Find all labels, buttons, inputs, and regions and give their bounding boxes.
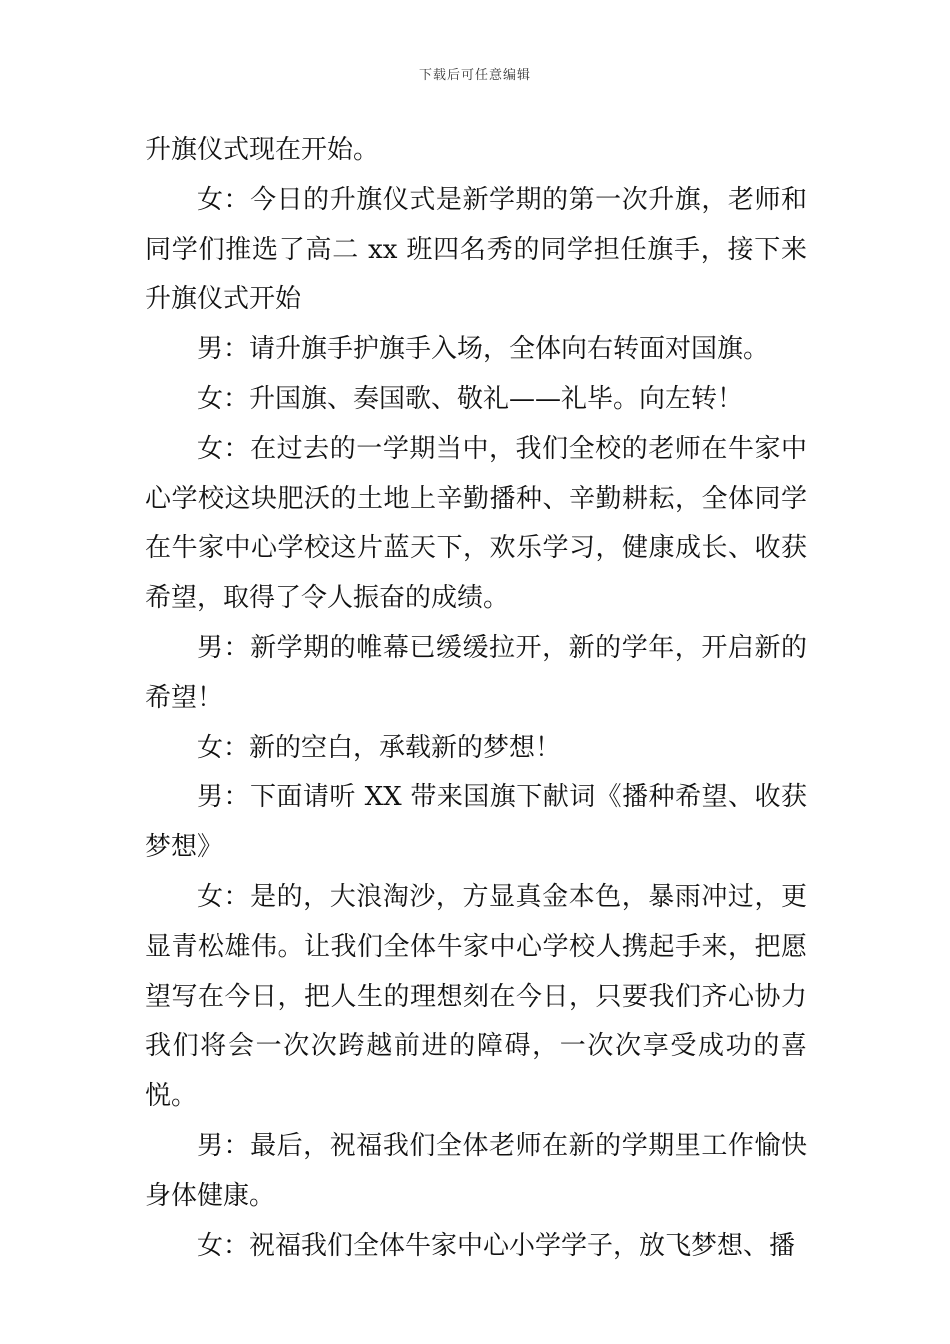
paragraph: 女：在过去的一学期当中，我们全校的老师在牛家中心学校这块肥沃的土地上辛勤播种、辛勤耕耘，全体同学在牛家中心学校这片蓝天下，欢乐学习，健康成长、收获希望，取得了令人振奋的成绩。 [145, 433, 807, 614]
header-note: 下载后可任意编辑 [418, 68, 531, 83]
paragraph: 女：祝福我们全体牛家中心小学学子，放飞梦想、播 [197, 1230, 796, 1261]
document-body [145, 126, 807, 1271]
paragraph: 男：最后，祝福我们全体老师在新的学期里工作愉快身体健康。 [145, 1130, 807, 1211]
paragraph: 男：请升旗手护旗手入场，全体向右转面对国旗。 [197, 334, 770, 365]
paragraph: 男：下面请听 XX 带来国旗下献词《播种希望、收获梦想》 [145, 782, 807, 863]
paragraph: 女：升国旗、奏国歌、敬礼——礼毕。向左转！ [197, 383, 744, 414]
paragraph: 女：新的空白，承载新的梦想！ [197, 732, 562, 763]
paragraph: 男：新学期的帷幕已缓缓拉开，新的学年，开启新的希望！ [145, 632, 807, 713]
paragraph: 升旗仪式现在开始。 [145, 135, 380, 165]
paragraph: 女：是的，大浪淘沙，方显真金本色，暴雨冲过，更显青松雄伟。让我们全体牛家中心学校人携起手来，把愿望写在今日，把人生的理想刻在今日，只要我们齐心协力我们将会一次次跨越前进的障碍，一次次享受成功的喜悦。 [145, 881, 807, 1112]
paragraph: 女：今日的升旗仪式是新学期的第一次升旗，老师和同学们推选了高二 xx 班四名秀的同学担任旗手，接下来升旗仪式开始 [145, 184, 807, 315]
